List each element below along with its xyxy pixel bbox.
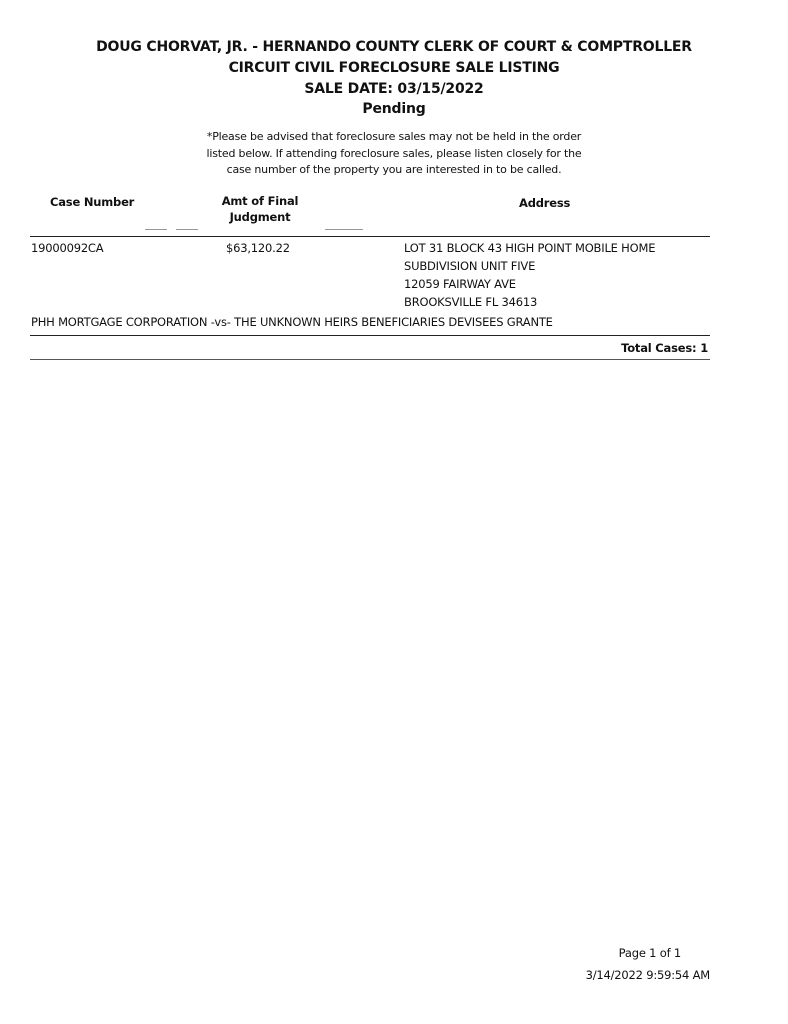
status-label: Pending xyxy=(362,101,426,117)
row-rule xyxy=(30,335,710,336)
column-header-amount-line1: Amt of Final xyxy=(221,194,299,208)
address-line: LOT 31 BLOCK 43 HIGH POINT MOBILE HOME xyxy=(404,241,656,255)
header-rule xyxy=(30,236,710,237)
printed-timestamp: 3/14/2022 9:59:54 AM xyxy=(585,968,710,982)
total-cases: Total Cases: 1 xyxy=(621,341,708,355)
column-divider xyxy=(325,229,363,230)
column-divider xyxy=(145,229,167,230)
notice-line: listed below. If attending foreclosure sales, please listen closely for the xyxy=(206,147,582,160)
column-divider xyxy=(176,229,198,230)
address-line: BROOKSVILLE FL 34613 xyxy=(404,295,538,309)
column-header-address: Address xyxy=(519,196,571,210)
report-title: CIRCUIT CIVIL FORECLOSURE SALE LISTING xyxy=(228,60,560,76)
total-rule xyxy=(30,359,710,360)
sale-date: SALE DATE: 03/15/2022 xyxy=(304,81,484,97)
page-number: Page 1 of 1 xyxy=(618,946,681,960)
column-header-case-number: Case Number xyxy=(50,195,135,209)
address-line: 12059 FAIRWAY AVE xyxy=(404,277,516,291)
clerk-title: DOUG CHORVAT, JR. - HERNANDO COUNTY CLERK OF COURT & COMPTROLLER xyxy=(96,39,692,55)
address-line: SUBDIVISION UNIT FIVE xyxy=(404,259,536,273)
notice-line: *Please be advised that foreclosure sales may not be held in the order xyxy=(206,130,582,143)
column-header-amount xyxy=(220,193,300,225)
case-parties: PHH MORTGAGE CORPORATION -vs- THE UNKNOWN HEIRS BENEFICIARIES DEVISEES GRANTE xyxy=(31,315,553,329)
judgment-amount: $63,120.22 xyxy=(226,241,290,255)
case-number: 19000092CA xyxy=(31,241,104,255)
column-header-amount-line2: Judgment xyxy=(229,210,291,224)
notice-line: case number of the property you are interested in to be called. xyxy=(226,163,562,176)
